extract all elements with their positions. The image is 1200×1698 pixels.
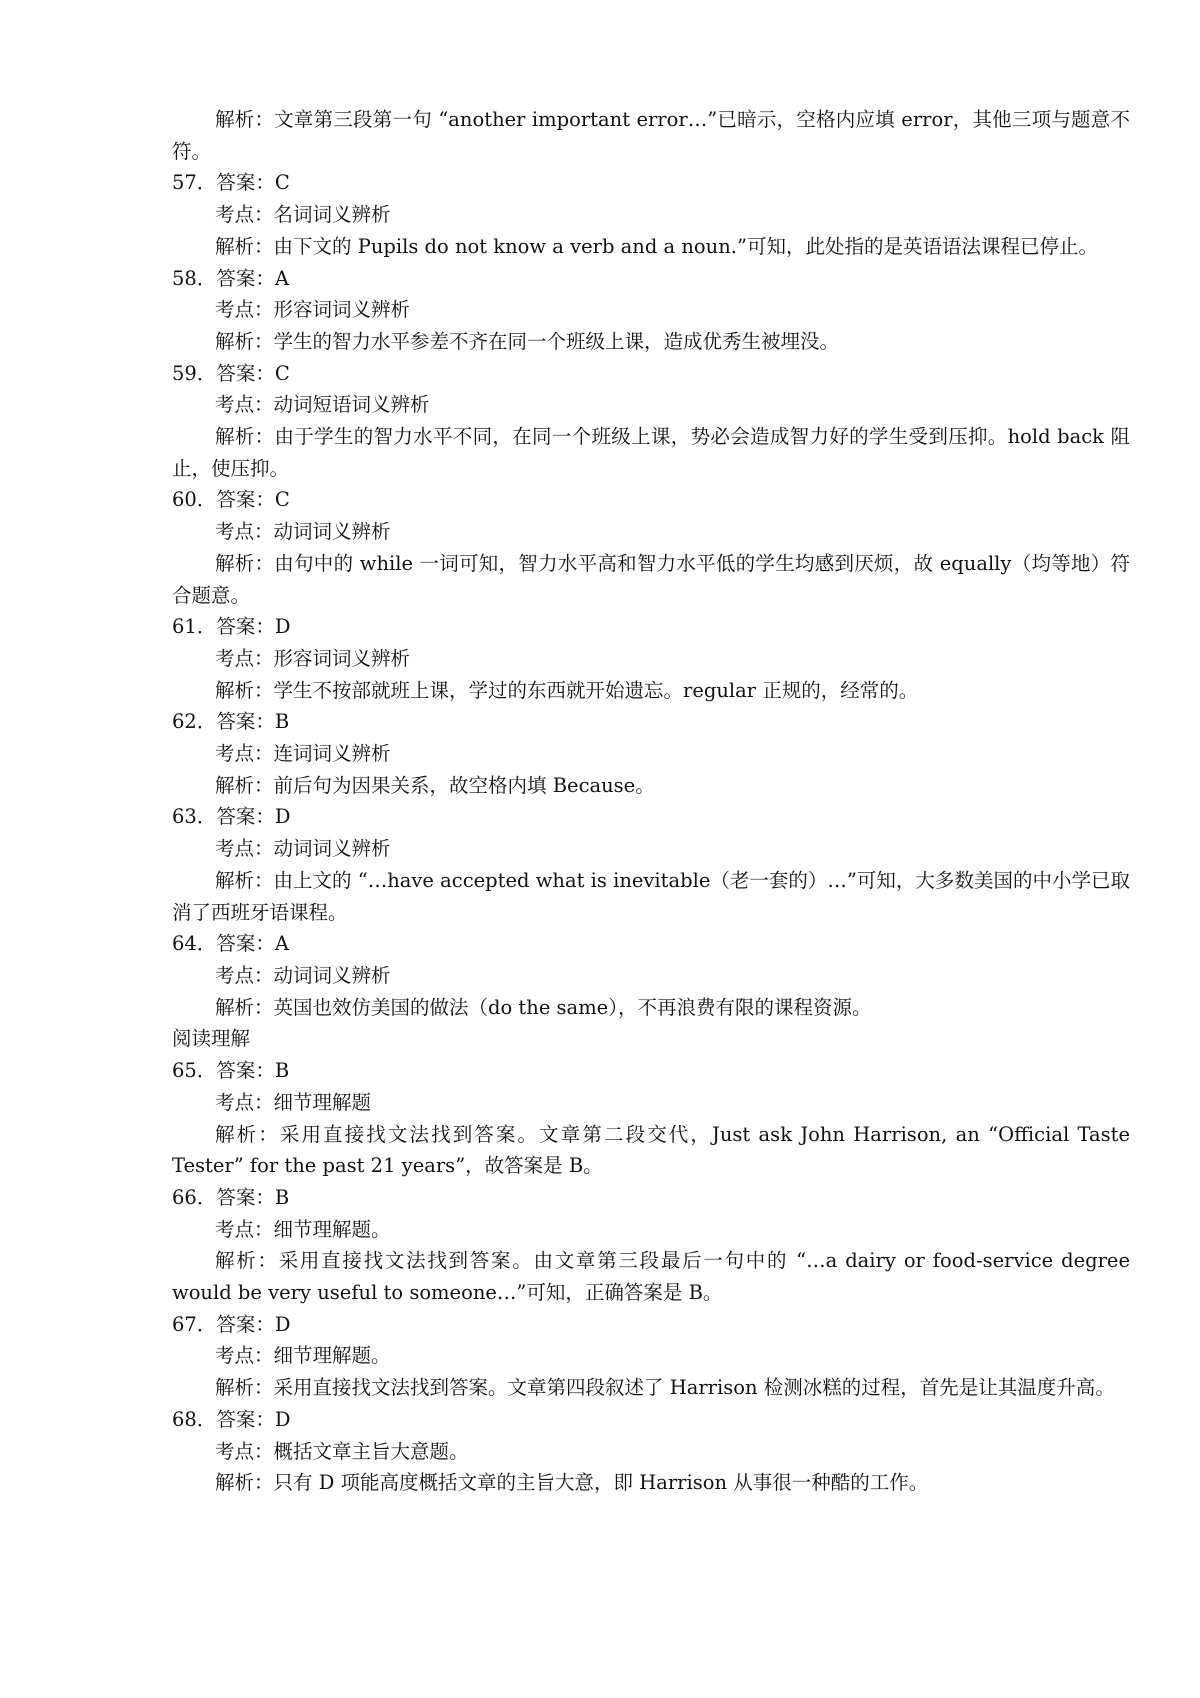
test-point-line: 考点：细节理解题: [215, 1090, 372, 1114]
answer-line: 67．答案：D: [172, 1312, 291, 1336]
answer-line: 58．答案：A: [172, 266, 289, 290]
document-page: [172, 104, 1130, 1499]
answer-line: 61．答案：D: [172, 615, 291, 639]
test-point-line: 考点：概括文章主旨大意题。: [215, 1439, 469, 1463]
explanation-text: 解析：由于学生的智力水平不同，在同一个班级上课，势必会造成智力好的学生受到压抑。hold back 阻止，使压抑。: [172, 425, 1130, 480]
explanation-text: 解析：采用直接找文法找到答案。文章第二段交代，Just ask John Harrison, an “Official Taste Tester” for the past 21 years”，故答案是 B。: [172, 1122, 1130, 1178]
explanation-text: 解析：由句中的 while 一词可知，智力水平高和智力水平低的学生均感到厌烦，故 equally（均等地）符合题意。: [172, 551, 1130, 607]
test-point-line: 考点：动词词义辨析: [215, 837, 391, 861]
test-point-line: 考点：连词词义辨析: [215, 742, 391, 766]
explanation-text: 解析：只有 D 项能高度概括文章的主旨大意，即 Harrison 从事很一种酷的工作。: [215, 1471, 929, 1495]
answer-line: 64．答案：A: [172, 932, 289, 956]
explanation-text: 解析：采用直接找文法找到答案。文章第四段叙述了 Harrison 检测冰糕的过程，首先是让其温度升高。: [215, 1376, 1115, 1400]
test-point-line: 考点：动词词义辨析: [215, 520, 391, 544]
test-point-line: 考点：细节理解题。: [215, 1344, 391, 1368]
explanation-text: 解析：前后句为因果关系，故空格内填 Because。: [215, 773, 655, 797]
explanation-text: 解析：采用直接找文法找到答案。由文章第三段最后一句中的 “…a dairy or food-service degree would be very useful to someone…”可知，正确答案是 B。: [172, 1249, 1130, 1305]
answer-line: 65．答案：B: [172, 1059, 290, 1083]
test-point-line: 考点：形容词词义辨析: [215, 646, 411, 670]
section-heading: 阅读理解: [172, 1027, 251, 1051]
test-point-line: 考点：动词词义辨析: [215, 963, 391, 987]
answer-line: 62．答案：B: [172, 710, 290, 734]
explanation-text: 解析：学生的智力水平参差不齐在同一个班级上课，造成优秀生被埋没。: [215, 329, 840, 353]
test-point-line: 考点：细节理解题。: [215, 1217, 391, 1241]
answer-line: 57．答案：C: [172, 171, 290, 195]
explanation-text: 解析：由下文的 Pupils do not know a verb and a noun.”可知，此处指的是英语语法课程已停止。: [215, 234, 1098, 258]
explanation-text: 解析：由上文的 “…have accepted what is inevitable（老一套的）…”可知，大多数美国的中小学已取消了西班牙语课程。: [172, 868, 1130, 924]
test-point-line: 考点：形容词词义辨析: [215, 298, 411, 322]
test-point-line: 考点：动词短语词义辨析: [215, 393, 430, 417]
answer-line: 63．答案：D: [172, 805, 291, 829]
explanation-text: 解析：文章第三段第一句 “another important error…”已暗示，空格内应填 error，其他三项与题意不符。: [172, 108, 1130, 163]
explanation-text: 解析：英国也效仿美国的做法（do the same），不再浪费有限的课程资源。: [215, 995, 872, 1019]
answer-line: 66．答案：B: [172, 1185, 290, 1209]
test-point-line: 考点：名词词义辨析: [215, 203, 391, 227]
explanation-text: 解析：学生不按部就班上课，学过的东西就开始遗忘。regular 正规的，经常的。: [215, 678, 919, 702]
answer-line: 68．答案：D: [172, 1407, 291, 1431]
answer-line: 60．答案：C: [172, 488, 290, 512]
answer-line: 59．答案：C: [172, 361, 290, 385]
